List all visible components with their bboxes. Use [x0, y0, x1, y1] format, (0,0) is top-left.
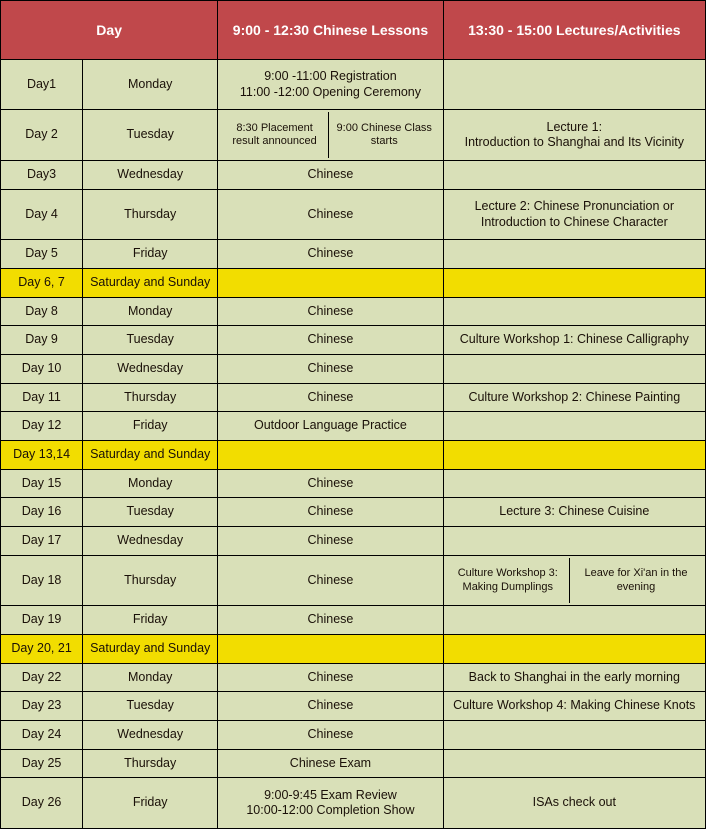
afternoon-activity-cell-part: Leave for Xi'an in the evening — [569, 558, 702, 604]
morning-lesson-cell: Chinese — [218, 526, 443, 555]
afternoon-activity-cell: Lecture 3: Chinese Cuisine — [443, 498, 705, 527]
day-number-cell: Day 12 — [1, 412, 83, 441]
weekday-cell: Saturday and Sunday — [83, 440, 218, 469]
day-number-cell: Day 22 — [1, 663, 83, 692]
schedule-body — [1, 60, 706, 829]
weekday-cell: Tuesday — [83, 326, 218, 355]
morning-lesson-cell — [218, 635, 443, 664]
table-row — [1, 110, 706, 161]
day-number-cell: Day 15 — [1, 469, 83, 498]
day-number-cell: Day 26 — [1, 778, 83, 829]
morning-lesson-cell: Chinese — [218, 692, 443, 721]
morning-lesson-cell: Outdoor Language Practice — [218, 412, 443, 441]
header-afternoon-activities: 13:30 - 15:00 Lectures/Activities — [443, 1, 705, 60]
weekday-cell: Thursday — [83, 189, 218, 239]
table-row — [1, 161, 706, 190]
table-row — [1, 721, 706, 750]
weekday-cell: Friday — [83, 778, 218, 829]
day-number-cell: Day 11 — [1, 383, 83, 412]
weekday-cell: Saturday and Sunday — [83, 635, 218, 664]
weekday-cell: Friday — [83, 606, 218, 635]
day-number-cell: Day 2 — [1, 110, 83, 161]
afternoon-activity-cell — [443, 297, 705, 326]
weekday-cell: Thursday — [83, 749, 218, 778]
day-number-cell: Day 4 — [1, 189, 83, 239]
weekday-cell: Monday — [83, 297, 218, 326]
afternoon-activity-cell — [443, 440, 705, 469]
table-row — [1, 469, 706, 498]
day-number-cell: Day 10 — [1, 354, 83, 383]
morning-lesson-cell — [218, 268, 443, 297]
weekday-cell: Wednesday — [83, 526, 218, 555]
day-number-cell: Day 6, 7 — [1, 268, 83, 297]
morning-lesson-cell-split-table — [221, 112, 439, 158]
table-row — [1, 412, 706, 441]
weekday-cell: Monday — [83, 60, 218, 110]
morning-lesson-cell-part: 9:00 Chinese Class starts — [328, 112, 439, 158]
day-number-cell: Day 25 — [1, 749, 83, 778]
day-number-cell: Day 9 — [1, 326, 83, 355]
table-row — [1, 440, 706, 469]
weekday-cell: Tuesday — [83, 110, 218, 161]
day-number-cell: Day3 — [1, 161, 83, 190]
morning-lesson-cell: Chinese — [218, 354, 443, 383]
morning-lesson-cell: Chinese — [218, 469, 443, 498]
morning-lesson-cell: Chinese — [218, 297, 443, 326]
table-row — [1, 606, 706, 635]
morning-lesson-cell: 9:00-9:45 Exam Review 10:00-12:00 Completion Show — [218, 778, 443, 829]
afternoon-activity-cell — [443, 354, 705, 383]
weekday-cell: Monday — [83, 663, 218, 692]
morning-lesson-cell-part: 8:30 Placement result announced — [221, 112, 328, 158]
morning-lesson-cell: Chinese — [218, 498, 443, 527]
day-number-cell: Day 16 — [1, 498, 83, 527]
weekday-cell: Wednesday — [83, 721, 218, 750]
table-row — [1, 189, 706, 239]
afternoon-activity-cell — [443, 721, 705, 750]
day-number-cell: Day 13,14 — [1, 440, 83, 469]
afternoon-activity-cell: Culture Workshop 1: Chinese Calligraphy — [443, 326, 705, 355]
day-number-cell: Day 5 — [1, 240, 83, 269]
afternoon-activity-cell: Back to Shanghai in the early morning — [443, 663, 705, 692]
weekday-cell: Thursday — [83, 555, 218, 606]
table-row — [1, 498, 706, 527]
table-row — [1, 60, 706, 110]
morning-lesson-cell: Chinese — [218, 240, 443, 269]
table-row — [1, 326, 706, 355]
table-row — [1, 354, 706, 383]
table-row — [1, 268, 706, 297]
morning-lesson-cell: Chinese — [218, 383, 443, 412]
afternoon-activity-cell: Culture Workshop 2: Chinese Painting — [443, 383, 705, 412]
afternoon-activity-cell — [443, 635, 705, 664]
morning-lesson-cell: 9:00 -11:00 Registration 11:00 -12:00 Opening Ceremony — [218, 60, 443, 110]
morning-lesson-cell: Chinese — [218, 189, 443, 239]
afternoon-activity-cell — [443, 240, 705, 269]
morning-lesson-cell: Chinese — [218, 606, 443, 635]
table-row — [1, 383, 706, 412]
morning-lesson-cell: Chinese — [218, 555, 443, 606]
afternoon-activity-cell-split-table — [447, 558, 702, 604]
day-number-cell: Day1 — [1, 60, 83, 110]
table-row — [1, 240, 706, 269]
morning-lesson-cell: Chinese — [218, 721, 443, 750]
table-row — [1, 778, 706, 829]
day-number-cell: Day 19 — [1, 606, 83, 635]
weekday-cell: Wednesday — [83, 161, 218, 190]
day-number-cell: Day 20, 21 — [1, 635, 83, 664]
afternoon-activity-cell — [443, 469, 705, 498]
afternoon-activity-cell-part: Culture Workshop 3: Making Dumplings — [447, 558, 570, 604]
table-header-row — [1, 1, 706, 60]
afternoon-activity-cell — [443, 60, 705, 110]
afternoon-activity-cell: Lecture 2: Chinese Pronunciation or Introduction to Chinese Character — [443, 189, 705, 239]
table-row — [1, 692, 706, 721]
table-row — [1, 526, 706, 555]
morning-lesson-cell — [218, 440, 443, 469]
afternoon-activity-cell — [443, 526, 705, 555]
weekday-cell: Tuesday — [83, 498, 218, 527]
day-number-cell: Day 23 — [1, 692, 83, 721]
morning-lesson-cell: Chinese Exam — [218, 749, 443, 778]
morning-lesson-cell: Chinese — [218, 326, 443, 355]
day-number-cell: Day 18 — [1, 555, 83, 606]
afternoon-activity-cell-split — [443, 555, 705, 606]
table-row — [1, 555, 706, 606]
afternoon-activity-cell: Culture Workshop 4: Making Chinese Knots — [443, 692, 705, 721]
table-row — [1, 663, 706, 692]
afternoon-activity-cell — [443, 161, 705, 190]
afternoon-activity-cell: Lecture 1: Introduction to Shanghai and Its Vicinity — [443, 110, 705, 161]
weekday-cell: Saturday and Sunday — [83, 268, 218, 297]
afternoon-activity-cell: ISAs check out — [443, 778, 705, 829]
day-number-cell: Day 24 — [1, 721, 83, 750]
afternoon-activity-cell — [443, 412, 705, 441]
morning-lesson-cell-split — [218, 110, 443, 161]
weekday-cell: Friday — [83, 240, 218, 269]
table-row — [1, 749, 706, 778]
header-day: Day — [1, 1, 218, 60]
weekday-cell: Friday — [83, 412, 218, 441]
weekday-cell: Monday — [83, 469, 218, 498]
header-morning-lessons: 9:00 - 12:30 Chinese Lessons — [218, 1, 443, 60]
afternoon-activity-cell — [443, 749, 705, 778]
table-row — [1, 297, 706, 326]
table-row — [1, 635, 706, 664]
weekday-cell: Wednesday — [83, 354, 218, 383]
weekday-cell: Tuesday — [83, 692, 218, 721]
weekday-cell: Thursday — [83, 383, 218, 412]
morning-lesson-cell: Chinese — [218, 663, 443, 692]
afternoon-activity-cell — [443, 268, 705, 297]
day-number-cell: Day 8 — [1, 297, 83, 326]
afternoon-activity-cell — [443, 606, 705, 635]
day-number-cell: Day 17 — [1, 526, 83, 555]
morning-lesson-cell: Chinese — [218, 161, 443, 190]
